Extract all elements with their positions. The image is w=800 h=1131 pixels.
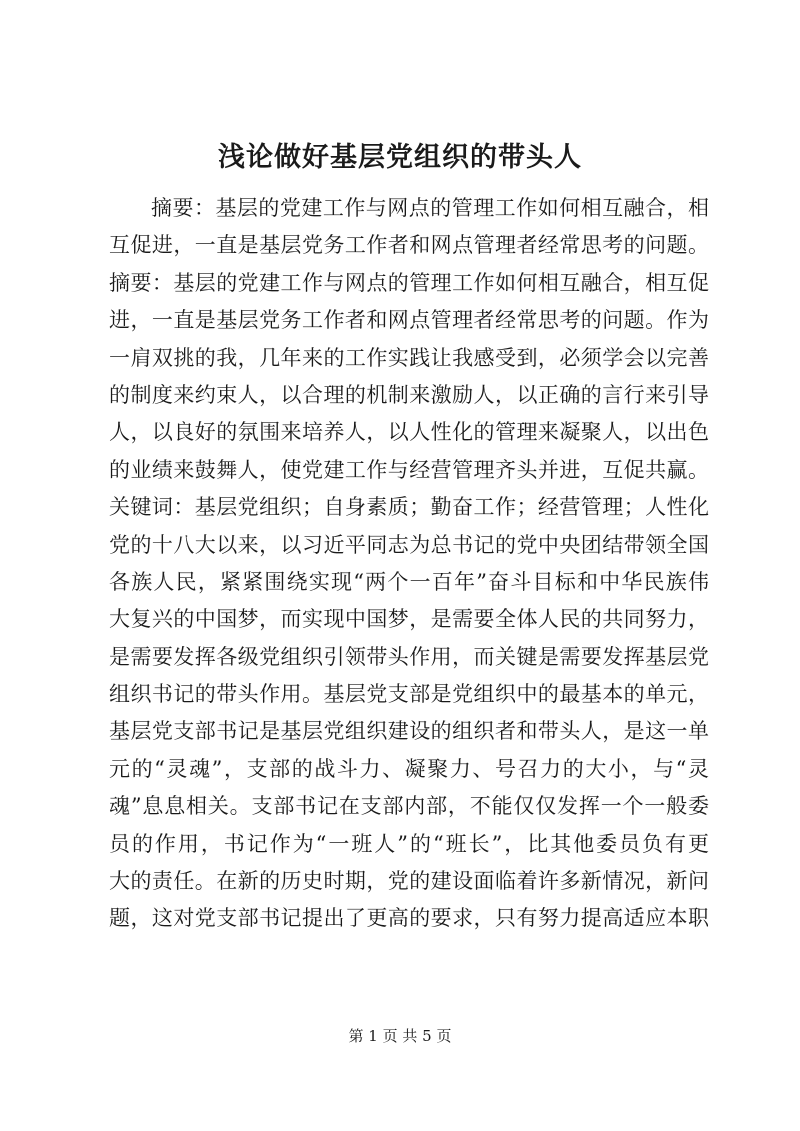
text-line: 元的“灵魂”，支部的战斗力、凝聚力、号召力的大小，与“灵	[109, 756, 709, 781]
text-line: 题，这对党支部书记提出了更高的要求，只有努力提高适应本职	[109, 906, 709, 931]
text-line: 各族人民，紧紧围绕实现“两个一百年”奋斗目标和中华民族伟	[109, 569, 709, 594]
text-line: 互促进，一直是基层党务工作者和网点管理者经常思考的问题。	[109, 233, 709, 258]
text-line: 关键词：基层党组织；自身素质；勤奋工作；经营管理；人性化	[109, 495, 709, 520]
text-line: 进，一直是基层党务工作者和网点管理者经常思考的问题。作为	[109, 308, 709, 333]
text-line: 摘要：基层的党建工作与网点的管理工作如何相互融合，相互促	[109, 270, 709, 295]
document-body	[109, 190, 709, 938]
text-line: 大复兴的中国梦，而实现中国梦，是需要全体人民的共同努力，	[109, 607, 709, 632]
text-line: 人，以良好的氛围来培养人，以人性化的管理来凝聚人，以出色	[109, 420, 709, 445]
text-line: 员的作用，书记作为“一班人”的“班长”，比其他委员负有更	[109, 831, 709, 856]
text-line: 组织书记的带头作用。基层党支部是党组织中的最基本的单元，	[109, 682, 709, 707]
text-line: 基层党支部书记是基层党组织建设的组织者和带头人，是这一单	[109, 719, 709, 744]
page-number-footer: 第 1 页 共 5 页	[348, 1027, 452, 1045]
text-line: 党的十八大以来，以习近平同志为总书记的党中央团结带领全国	[109, 532, 709, 557]
text-line: 大的责任。在新的历史时期，党的建设面临着许多新情况，新问	[109, 869, 709, 894]
text-line: 是需要发挥各级党组织引领带头作用，而关键是需要发挥基层党	[109, 644, 709, 669]
text-line: 的制度来约束人，以合理的机制来激励人，以正确的言行来引导	[109, 382, 709, 407]
text-line: 的业绩来鼓舞人，使党建工作与经营管理齐头并进，互促共赢。	[109, 457, 709, 482]
document-title: 浅论做好基层党组织的带头人	[218, 142, 582, 173]
text-line: 魂”息息相关。支部书记在支部内部，不能仅仅发挥一个一般委	[109, 794, 709, 819]
text-line: 摘要：基层的党建工作与网点的管理工作如何相互融合，相	[151, 196, 709, 220]
text-line: 一肩双挑的我，几年来的工作实践让我感受到，必须学会以完善	[109, 345, 709, 370]
